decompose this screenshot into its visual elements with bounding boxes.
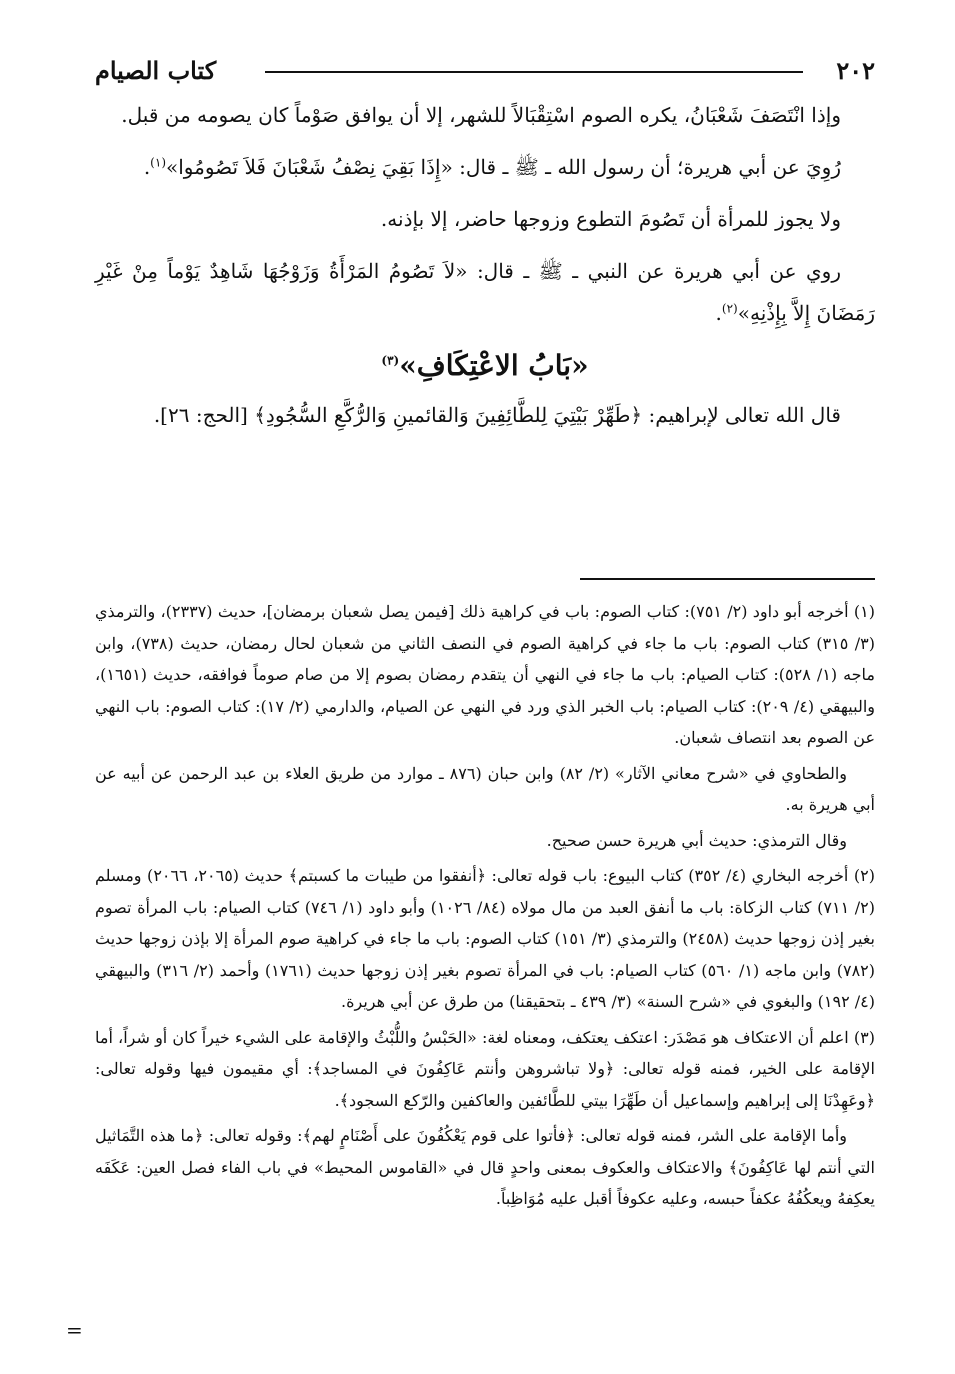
chapter-title: كتاب الصيام [95, 56, 217, 85]
continuation-mark: = [66, 1318, 83, 1342]
footnote-ref-2: (٢) [721, 301, 738, 316]
main-text [95, 94, 875, 446]
footnote-ref-3: (٣) [381, 353, 400, 368]
page-header [95, 52, 875, 92]
footnote-2: (٢) أخرجه البخاري (٤/ ٣٥٢) كتاب البيوع: باب قوله تعالى: ﴿أنفقوا من طيبات ما كسبتم﴾ حديث (٢٠٦٥، ٢٠٦٦) ومسلم (٢/ ٧١١) كتاب الزكاة: باب ما أنفق العبد من مال مولاه (٨٤/ ١٠٢٦) وأبو داود (١/ ٧٤٦) كتاب الصيام: باب المرأة تصوم بغير إذن زوجها حديث (٢٤٥٨) والترمذي (٣/ ١٥١) كتاب الصوم: باب ما جاء في كراهية صوم المرأة إلا بإذن زوجها حديث (٧٨٢) وابن ماجه (١/ ٥٦٠) كتاب الصيام: باب في المرأة تصوم بغير إذن زوجها حديث (١٧٦١) وأحمد (٢/ ٣١٦) والبيهقي (٤/ ١٩٢) والبغوي في «شرح السنة» (٣/ ٤٣٩ ـ بتحقيقنا) من طرق عن أبي هريرة. [95, 866, 876, 1011]
paragraph-2: رُوِيَ عن أبي هريرة؛ أن رسول الله ـ ﷺ ـ قال: «إِذَا بَقِيَ نِصْفُ شَعْبَانَ فَلاَ تَصُومُوا»$^{(١)}$. [143, 155, 841, 179]
footnote-1: (١) أخرجه أبو داود (٢/ ٧٥١): كتاب الصوم: باب في كراهية ذلك [فيمن يصل شعبان برمضان]، حديث (٢٣٣٧)، والترمذي (٣/ ٣١٥) كتاب الصوم: باب ما جاء في كراهية الصوم في النصف الثاني من شعبان لحال رمضان، حديث (٧٣٨)، وابن ماجه (١/ ٥٢٨): كتاب الصيام: باب ما جاء في النهي أن يتقدم رمضان بصوم إلا من صام صوماً فوافقه، حديث (١٦٥١)، والبيهقي (٤/ ٢٠٩): كتاب الصيام: باب الخبر الذي ورد في النهي عن الصيام، والدارمي (٢/ ١٧): كتاب الصوم: باب النهي عن الصوم بعد انتصاف شعبان. [95, 602, 876, 747]
footnote-1-cont-b: وقال الترمذي: حديث أبي هريرة حسن صحيح. [546, 830, 847, 850]
footnote-3: (٣) اعلم أن الاعتكاف هو مَصْدَر: اعتكف يعتكف، ومعناه لغة: «الحَبْسُ واللُّبْثُ والإقامة على الشيء خيراً كان أو شراً، أما الإقامة على الخير، فمنه قوله تعالى: ﴿ولا تباشروهن وأنتم عَاكِفُونَ في المساجد﴾: أي مقيمون فيها وقوله تعالى: ﴿وعَهِدْنَا إلى إبراهيم وإسماعيل أن طَهِّرَا بيتي للطَّائفين والعاكفين والرّكع السجود﴾. [95, 1027, 875, 1110]
paragraph-4: روي عن أبي هريرة عن النبي ـ ﷺ ـ قال: «لاَ تَصُومُ المَرْأَةُ وَزَوْجُهَا شَاهِدٌ يَوْماً مِنْ غَيْرِ رَمَضَانَ إِلاَّ بِإِذْنِهِ»$^{(٢)}$. [95, 259, 875, 325]
header-rule [265, 71, 803, 73]
footnote-3-cont: وأما الإقامة على الشر، فمنه قوله تعالى: ﴿فأتوا على قوم يَعْكُفُونَ على أَصْنَامٍ لهم﴾: وقوله تعالى: ﴿ما هذه التَّمَاثيل التي أنتم لها عَاكِفُونَ﴾ والاعتكاف والعكوف بمعنى واحدٍ قال في «القاموس المحيط» في باب الفاء فصل العين: عَكَفَه يعكِفهُ ويعكُفُهُ عكفاً حبسه، وعليه عكوفاً أقبل عليه مُوَاظِباً. [95, 1126, 875, 1208]
page-number: ٢٠٢ [836, 56, 875, 85]
footnote-1-cont-a: والطحاوي في «شرح معاني الآثار» (٢/ ٨٢) وابن حبان (٨٧٦ ـ موارد من طريق العلاء بن عبد الرحمن عن أبيه عن أبي هريرة به. [95, 763, 875, 814]
footnote-separator [580, 578, 875, 580]
footnote-ref-1: (١) [150, 155, 166, 170]
section-heading: «بَابُ الاعْتِكَافِ»$^{(٣)}$ [381, 349, 589, 382]
paragraph-1: وإذا انْتَصَفَ شَعْبَانُ، يكره الصوم اسْتِقْبَالاً للشهر، إلا أن يوافق صَوْماً كان يصومه من قبل. [121, 103, 841, 127]
paragraph-3: ولا يجوز للمرأة أن تَصُومَ التطوع وزوجها حاضر، إلا بإذنه. [380, 207, 841, 231]
footnotes [95, 596, 875, 1219]
paragraph-5: قال الله تعالى لإبراهيم: ﴿طَهِّرْ بَيْتِيَ لِلطَّائِفِينَ وَالقائمينِ وَالرُّكَّعِ السُّجُودِ﴾ [الحج: ٢٦]. [153, 403, 841, 427]
